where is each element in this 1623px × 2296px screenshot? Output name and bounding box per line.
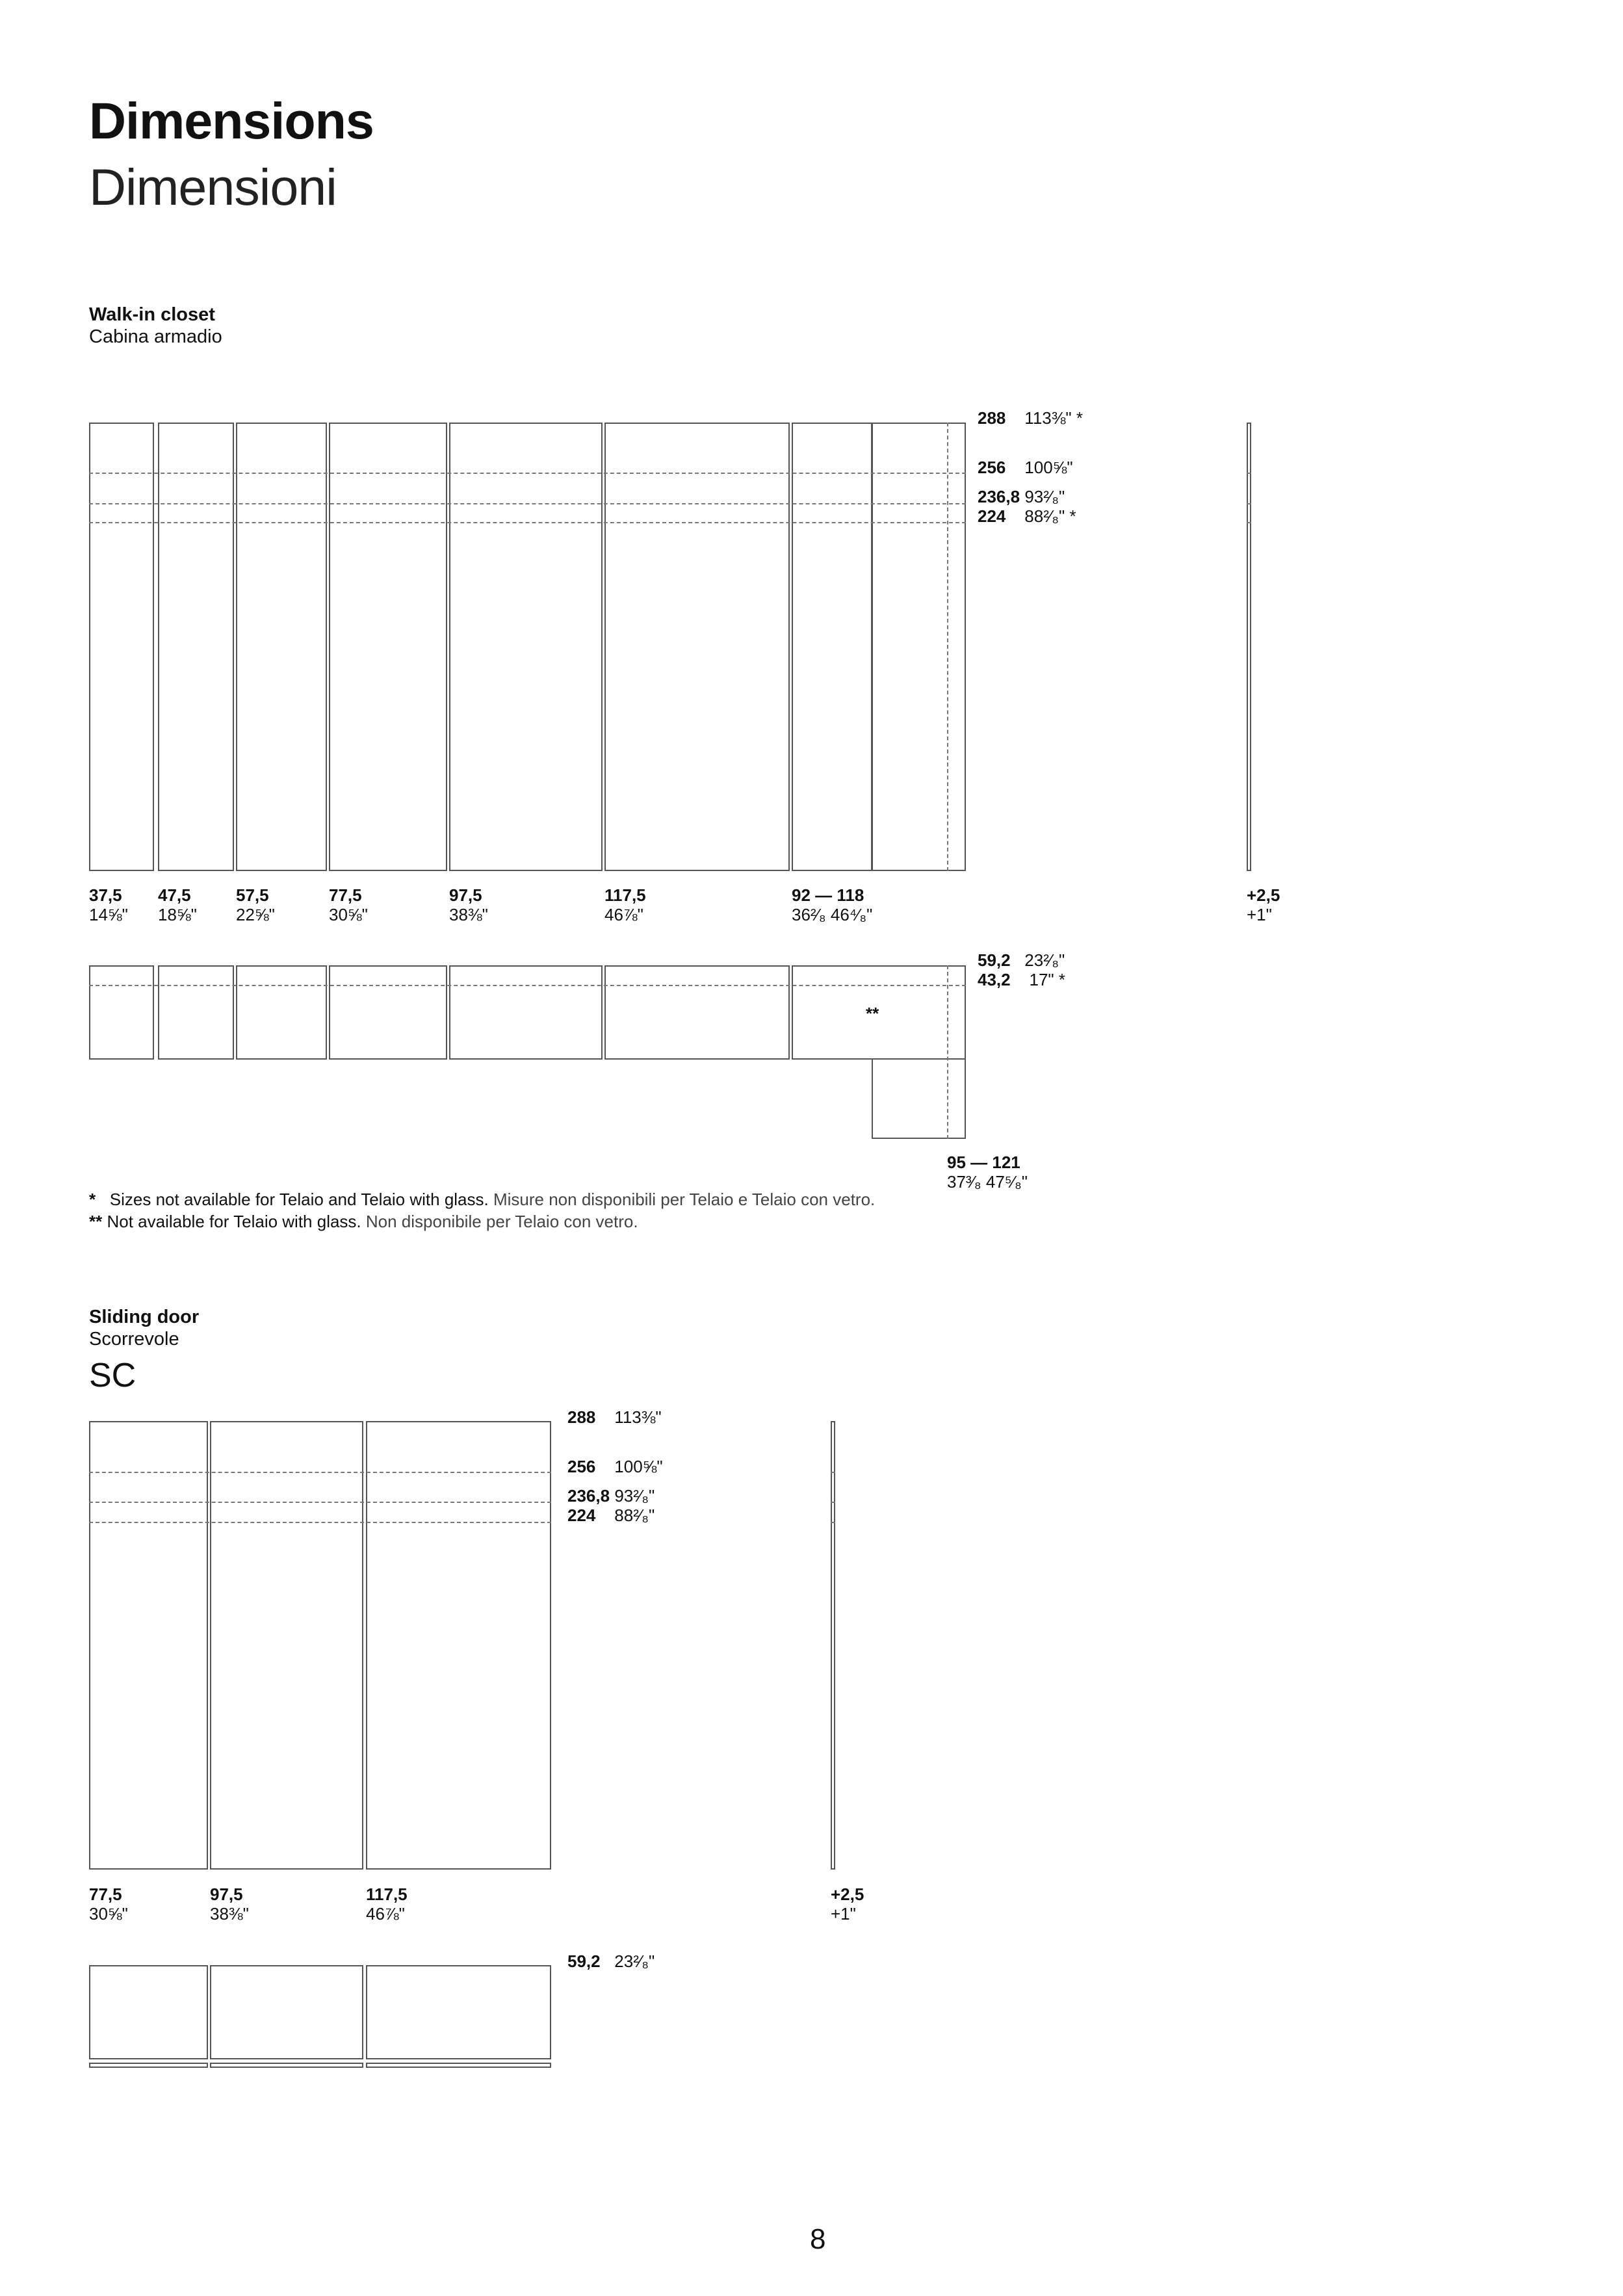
sliding-side-tick-1 [831, 1472, 835, 1473]
sliding-height-236-8-in: 93²⁄₈" [614, 1486, 655, 1506]
sliding-width-cm: 77,5 [89, 1885, 122, 1904]
walkin-width-in: 14⅝" [89, 905, 128, 924]
walkin-plan-panel [89, 965, 154, 1060]
note-double-star [89, 1212, 638, 1232]
walkin-panel-corner-b [872, 423, 966, 871]
walkin-width-cm: 97,5 [449, 885, 482, 905]
sliding-title-it: Scorrevole [89, 1329, 179, 1350]
walkin-line-224 [89, 522, 966, 523]
walkin-side-in: +1" [1247, 905, 1272, 924]
walkin-panel-117-5 [604, 423, 790, 871]
note-text-en: Sizes not available for Telaio and Telaio with glass. [109, 1190, 489, 1209]
sliding-side-profile [831, 1421, 835, 1870]
walkin-height-288-cm: 288 [978, 408, 1006, 428]
walkin-depth-59-2-cm: 59,2 [978, 950, 1011, 970]
walkin-width-in: 38⅜" [449, 905, 488, 924]
sliding-panel-117-5 [366, 1421, 551, 1870]
walkin-height-256-in: 100⅝" [1024, 458, 1073, 477]
walkin-width-in: 30⅝" [329, 905, 368, 924]
walkin-line-256 [89, 473, 966, 474]
sliding-line-224 [89, 1522, 551, 1523]
walkin-depth-43-2 [978, 970, 1065, 989]
walkin-width-in: 36²⁄₈ 46⁴⁄₈" [792, 905, 873, 924]
walkin-width-label [329, 885, 368, 924]
sliding-side-tick-2 [831, 1502, 835, 1503]
walkin-corner-dashline [947, 423, 948, 871]
note-single-star [89, 1190, 875, 1210]
walkin-plan-panel [329, 965, 447, 1060]
sliding-height-288-in: 113⅜" [614, 1407, 662, 1427]
sliding-width-label [210, 1885, 249, 1924]
walkin-width-cm: 92 — 118 [792, 885, 864, 905]
note-mark: ** [89, 1212, 103, 1231]
walkin-side-label [1247, 885, 1280, 924]
walkin-double-star: ** [866, 1004, 879, 1023]
walkin-width-in: 22⅝" [236, 905, 275, 924]
walkin-side-tick-3 [1247, 522, 1251, 523]
walkin-side-cm: +2,5 [1247, 885, 1280, 905]
walkin-height-236-8-in: 93²⁄₈" [1024, 487, 1065, 506]
sliding-line-236-8 [89, 1502, 551, 1503]
walkin-side-tick-2 [1247, 503, 1251, 504]
sliding-plan-rail [210, 2063, 363, 2068]
sliding-width-in: 30⅝" [89, 1904, 128, 1924]
walkin-plan-panel [449, 965, 603, 1060]
walkin-panel-corner-a [792, 423, 872, 871]
sliding-plan-rail [89, 2063, 208, 2068]
sliding-plan-panel [366, 1965, 551, 2059]
sliding-width-label [89, 1885, 128, 1924]
note-text-en: Not available for Telaio with glass. [107, 1212, 361, 1231]
sliding-side-cm: +2,5 [831, 1885, 864, 1904]
sliding-side-in: +1" [831, 1904, 856, 1924]
walkin-height-256 [978, 458, 1073, 477]
walkin-width-cm: 37,5 [89, 885, 122, 905]
sliding-plan-rail [366, 2063, 551, 2068]
sliding-height-224-cm: 224 [567, 1506, 596, 1525]
sliding-width-cm: 117,5 [366, 1885, 408, 1904]
sliding-plan-panel [210, 1965, 363, 2059]
walkin-side-profile [1247, 423, 1251, 871]
walkin-height-236-8 [978, 487, 1065, 506]
note-text-it: Misure non disponibili per Telaio e Telaio con vetro. [493, 1190, 876, 1209]
page-title-en: Dimensions [89, 92, 374, 150]
sliding-panel-77-5 [89, 1421, 208, 1870]
walkin-plan-line-43-2 [89, 985, 966, 986]
walkin-width-label [89, 885, 128, 924]
sliding-depth-cm: 59,2 [567, 1951, 601, 1971]
walkin-side-tick-1 [1247, 473, 1251, 474]
walkin-height-236-8-cm: 236,8 [978, 487, 1020, 506]
sliding-code: SC [89, 1357, 136, 1394]
walkin-corner-label [947, 1153, 1028, 1192]
note-text-it: Non disponibile per Telaio con vetro. [365, 1212, 638, 1231]
sliding-height-224-in: 88²⁄₈" [614, 1506, 655, 1525]
walkin-depth-59-2-in: 23²⁄₈" [1024, 950, 1065, 970]
walkin-depth-43-2-cm: 43,2 [978, 970, 1011, 989]
walkin-width-cm: 47,5 [158, 885, 191, 905]
walkin-depth-59-2 [978, 950, 1065, 970]
walkin-height-224-cm: 224 [978, 506, 1006, 526]
walkin-width-cm: 77,5 [329, 885, 362, 905]
sliding-height-288-cm: 288 [567, 1407, 596, 1427]
walkin-title-it: Cabina armadio [89, 326, 222, 347]
sliding-width-in: 38⅜" [210, 1904, 249, 1924]
walkin-panel-77-5 [329, 423, 447, 871]
walkin-height-288 [978, 408, 1083, 428]
sliding-height-236-8-cm: 236,8 [567, 1486, 610, 1506]
page-title-it: Dimensioni [89, 158, 337, 216]
sliding-height-236-8 [567, 1486, 655, 1506]
sliding-height-256-cm: 256 [567, 1457, 596, 1476]
walkin-height-224 [978, 506, 1076, 526]
walkin-width-label [792, 885, 872, 924]
sliding-width-cm: 97,5 [210, 1885, 243, 1904]
sliding-line-256 [89, 1472, 551, 1473]
note-mark: * [89, 1190, 96, 1209]
walkin-height-256-cm: 256 [978, 458, 1006, 477]
walkin-panel-47-5 [158, 423, 234, 871]
walkin-plan-panel [158, 965, 234, 1060]
walkin-width-cm: 117,5 [604, 885, 646, 905]
walkin-panel-57-5 [236, 423, 327, 871]
walkin-plan-corner-dashline [947, 965, 948, 1139]
walkin-depth-43-2-in: 17" * [1029, 970, 1066, 989]
sliding-side-tick-3 [831, 1522, 835, 1523]
sliding-depth-59-2 [567, 1951, 655, 1971]
walkin-panel-37-5 [89, 423, 154, 871]
sliding-height-256 [567, 1457, 663, 1476]
walkin-height-224-in: 88²⁄₈" * [1024, 506, 1076, 526]
walkin-width-label [449, 885, 488, 924]
sliding-width-label [366, 1885, 408, 1924]
walkin-panel-97-5 [449, 423, 603, 871]
sliding-height-256-in: 100⅝" [614, 1457, 663, 1476]
walkin-line-236-8 [89, 503, 966, 504]
sliding-height-224 [567, 1506, 655, 1525]
walkin-width-cm: 57,5 [236, 885, 269, 905]
walkin-plan-panel [236, 965, 327, 1060]
sliding-plan-panel [89, 1965, 208, 2059]
walkin-corner-in: 37³⁄₈ 47⁵⁄₈" [947, 1172, 1028, 1192]
walkin-width-label [236, 885, 275, 924]
sliding-side-label [831, 1885, 864, 1924]
walkin-height-288-in: 113⅜" * [1024, 408, 1084, 428]
walkin-plan-corner-bottom [872, 1058, 966, 1139]
page-number: 8 [810, 2223, 826, 2255]
sliding-height-288 [567, 1407, 662, 1427]
sliding-title-en: Sliding door [89, 1307, 200, 1327]
walkin-width-in: 18⅝" [158, 905, 197, 924]
walkin-plan-panel [604, 965, 790, 1060]
sliding-width-in: 46⅞" [366, 1904, 405, 1924]
walkin-width-in: 46⅞" [604, 905, 643, 924]
walkin-width-label [158, 885, 197, 924]
walkin-title-en: Walk-in closet [89, 304, 215, 325]
sliding-panel-97-5 [210, 1421, 363, 1870]
walkin-width-label [604, 885, 646, 924]
sliding-depth-in: 23²⁄₈" [614, 1951, 655, 1971]
walkin-corner-cm: 95 — 121 [947, 1153, 1020, 1172]
